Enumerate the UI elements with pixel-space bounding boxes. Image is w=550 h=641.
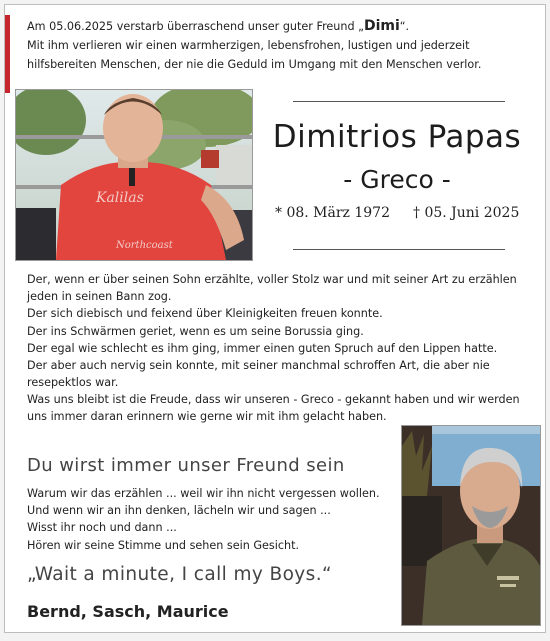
poem-line: Der aber auch nervig sein konnte, mit seiner manchmal schroffen Art, die aber nie [27, 359, 490, 373]
divider-top [293, 101, 505, 102]
accent-bar [5, 15, 10, 93]
nickname-dimi: Dimi [363, 18, 400, 34]
intro-line-3: hilfsbereiten Menschen, der nie die Geduld im Umgang mit den Menschen verlor. [27, 58, 482, 71]
memorial-poem [27, 271, 542, 391]
poem-line: resepektlos war. [27, 376, 119, 390]
birth-date: * 08. März 1972 [275, 205, 390, 221]
intro-suffix: “. [399, 20, 410, 33]
intro-line-2: Mit ihm verlieren wir einen warmherzigen, lebensfrohen, lustigen und jederzeit [27, 39, 470, 52]
friend-heading: Du wirst immer unser Freund sein [27, 455, 345, 476]
intro-prefix: Am 05.06.2025 verstarb überraschend unser guter Freund „ [27, 20, 364, 33]
shirt-text: Northcoast [116, 240, 173, 251]
poem-line: jeden in seinen Bann zog. [27, 290, 172, 304]
portrait-photo-1 [15, 89, 253, 261]
verse-text [27, 485, 397, 554]
poem-line: Der ins Schwärmen geriet, wenn es um seine Borussia ging. [27, 324, 364, 338]
signers: Bernd, Sasch, Maurice [27, 602, 229, 621]
divider-bottom [293, 249, 505, 250]
quote: „Wait a minute, I call my Boys.“ [27, 564, 332, 585]
poem-line: Der, wenn er über seinen Sohn erzählte, voller Stolz war und mit seiner Art zu erzählen [27, 273, 517, 286]
poem-line: Der egal wie schlecht es ihm ging, immer einen guten Spruch auf den Lippen hatte. [27, 341, 498, 355]
deceased-nickname: - Greco - [343, 165, 451, 194]
closing-line: uns immer daran erinnern wie gerne wir mit ihm gelacht haben. [27, 410, 387, 424]
death-date: † 05. Juni 2025 [413, 205, 520, 221]
obituary-notice [4, 4, 546, 633]
verse-line: Warum wir das erzählen ... weil wir ihn nicht vergessen wollen. [27, 487, 380, 500]
closing-line: Was uns bleibt ist die Freude, dass wir unseren - Greco - gekannt haben und wir werden [27, 393, 520, 406]
poem-line: Der sich diebisch und feixend über Kleinigkeiten freuen konnte. [27, 307, 383, 321]
verse-line: Hören wir seine Stimme und sehen sein Gesicht. [27, 538, 300, 552]
svg-text:Kalilas: Kalilas [96, 190, 144, 206]
deceased-name: Dimitrios Papas [272, 119, 522, 155]
intro-text [27, 17, 532, 74]
closing-text [27, 391, 542, 425]
portrait-photo-2 [401, 425, 541, 626]
verse-line: Wisst ihr noch und dann ... [27, 521, 177, 535]
intro-line-1 [27, 17, 532, 36]
verse-line: Und wenn wir an ihn denken, lächeln wir und sagen ... [27, 504, 331, 518]
